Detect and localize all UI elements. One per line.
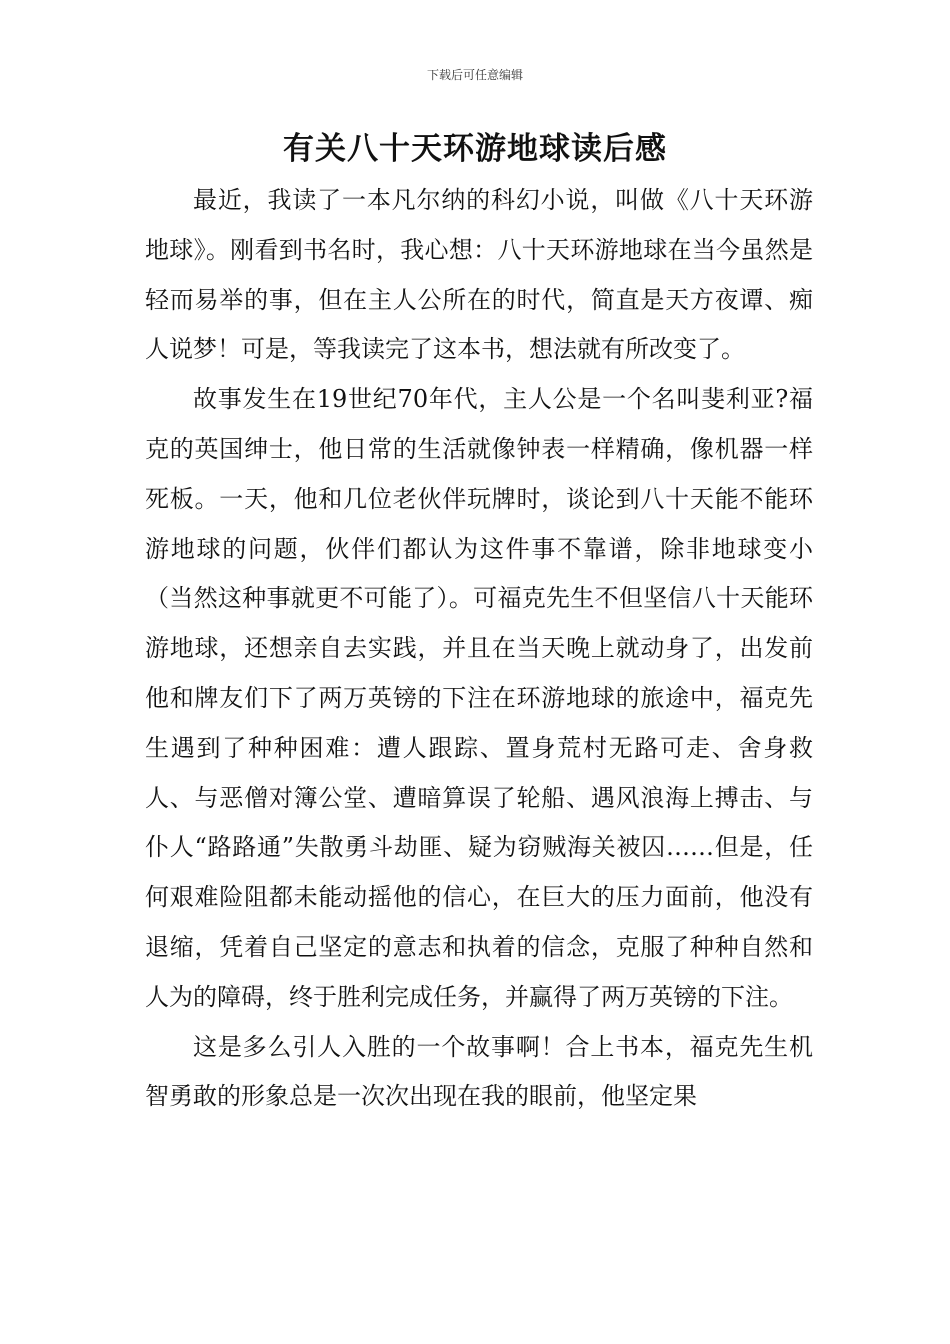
- paragraph-1: 最近，我读了一本凡尔纳的科幻小说，叫做《八十天环游地球》。刚看到书名时，我心想：八十天环游地球在当今虽然是轻而易举的事，但在主人公所在的时代，简直是天方夜谭、痴人说梦！可是，等我读完了这本书，想法就有所改变了。: [145, 186, 813, 364]
- paragraph-2: 故事发生在19世纪70年代，主人公是一个名叫斐利亚?福克的英国绅士，他日常的生活就像钟表一样精确，像机器一样死板。一天，他和几位老伙伴玩牌时，谈论到八十天能不能环游地球的问题，伙伴们都认为这件事不靠谱，除非地球变小（当然这种事就更不可能了）。可福克先生不但坚信八十天能环游地球，还想亲自去实践，并且在当天晚上就动身了，出发前他和牌友们下了两万英镑的下注在环游地球的旅途中，福克先生遇到了种种困难：遭人跟踪、置身荒村无路可走、舍身救人、与恶僧对簿公堂、遭暗算误了轮船、遇风浪海上搏击、与仆人“路路通”失散勇斗劫匪、疑为窃贼海关被囚……但是，任何艰难险阻都未能动摇他的信心，在巨大的压力面前，他没有退缩，凭着自己坚定的意志和执着的信念，克服了种种自然和人为的障碍，终于胜利完成任务，并赢得了两万英镑的下注。: [145, 385, 813, 1011]
- document-title: 有关八十天环游地球读后感: [283, 131, 667, 167]
- header-note: 下载后可任意编辑: [426, 68, 523, 82]
- document-body: [145, 176, 813, 1122]
- paragraph-3: 这是多么引人入胜的一个故事啊！合上书本，福克先生机智勇敢的形象总是一次次出现在我的眼前，他坚定果: [145, 1032, 813, 1111]
